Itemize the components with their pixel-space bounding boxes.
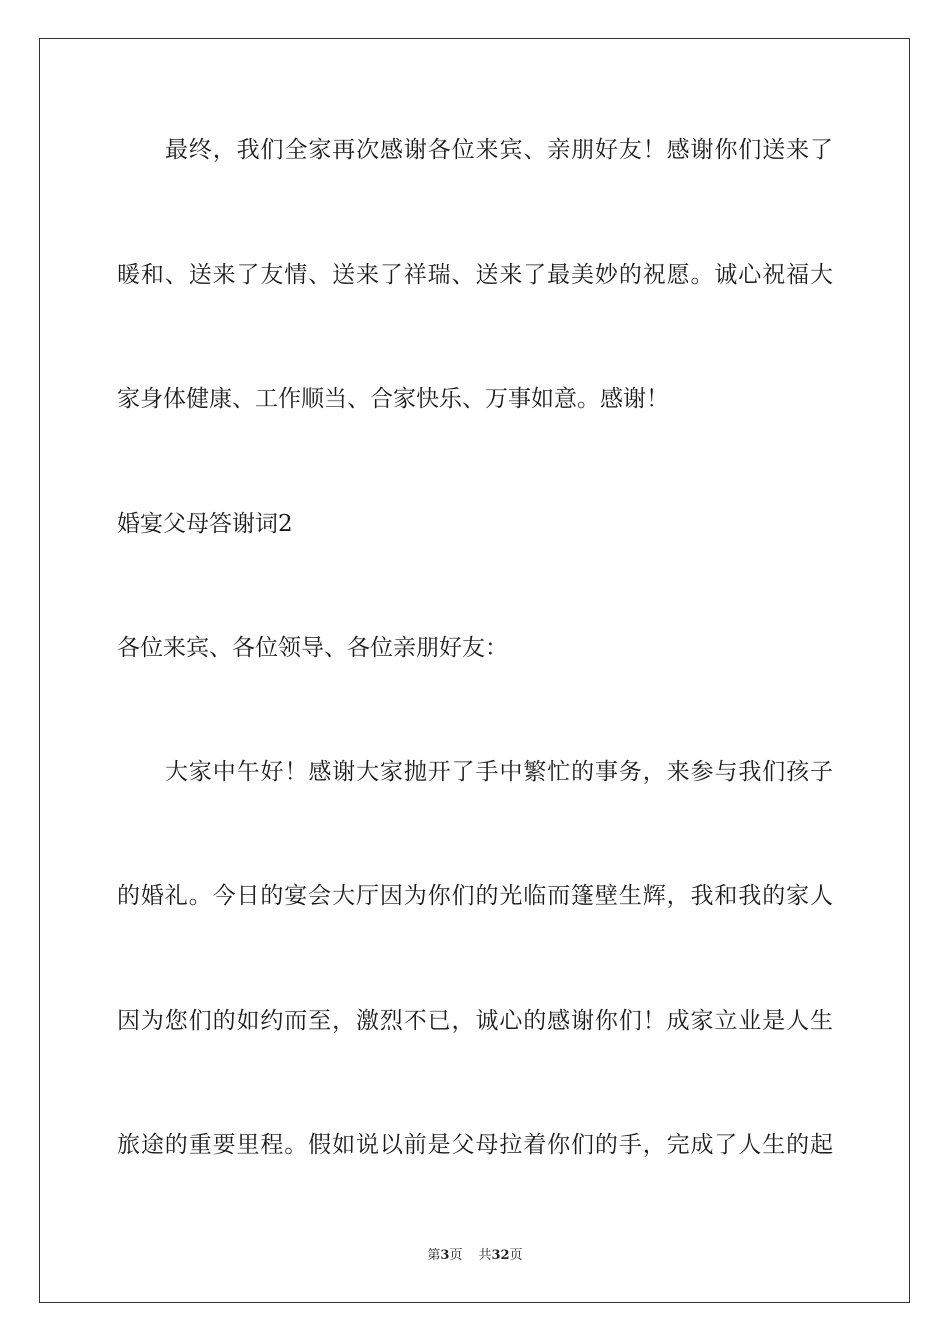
page-suffix: 页 — [449, 1248, 463, 1263]
salutation-line: 各位来宾、各位领导、各位亲朋好友： — [117, 635, 508, 661]
paragraph-line-4: 大家中午好！感谢大家抛开了手中繁忙的事务，来参与我们孩子 — [165, 759, 833, 785]
paragraph-line-6: 因为您们的如约而至，激烈不已，诚心的感谢你们！成家立业是人生 — [117, 1008, 833, 1034]
page-footer — [0, 1247, 950, 1265]
page-prefix: 第 — [427, 1248, 441, 1263]
page-number: 3 — [440, 1248, 450, 1263]
paragraph-line-1: 最终，我们全家再次感谢各位来宾、亲朋好友！感谢你们送来了 — [165, 137, 833, 163]
paragraph-line-5: 的婚礼。今日的宴会大厅因为你们的光临而篷壁生辉，我和我的家人 — [117, 883, 833, 909]
total-prefix: 共 — [478, 1248, 492, 1263]
total-suffix: 页 — [509, 1248, 523, 1263]
paragraph-line-2: 暖和、送来了友情、送来了祥瑞、送来了最美妙的祝愿。诚心祝福大 — [117, 262, 833, 288]
page-frame — [39, 38, 910, 1303]
paragraph-line-7: 旅途的重要里程。假如说以前是父母拉着你们的手，完成了人生的起 — [117, 1132, 833, 1158]
section-heading: 婚宴父母答谢词2 — [117, 511, 293, 537]
total-pages: 32 — [491, 1248, 510, 1263]
paragraph-line-3: 家身体健康、工作顺当、合家快乐、万事如意。感谢！ — [117, 386, 669, 412]
